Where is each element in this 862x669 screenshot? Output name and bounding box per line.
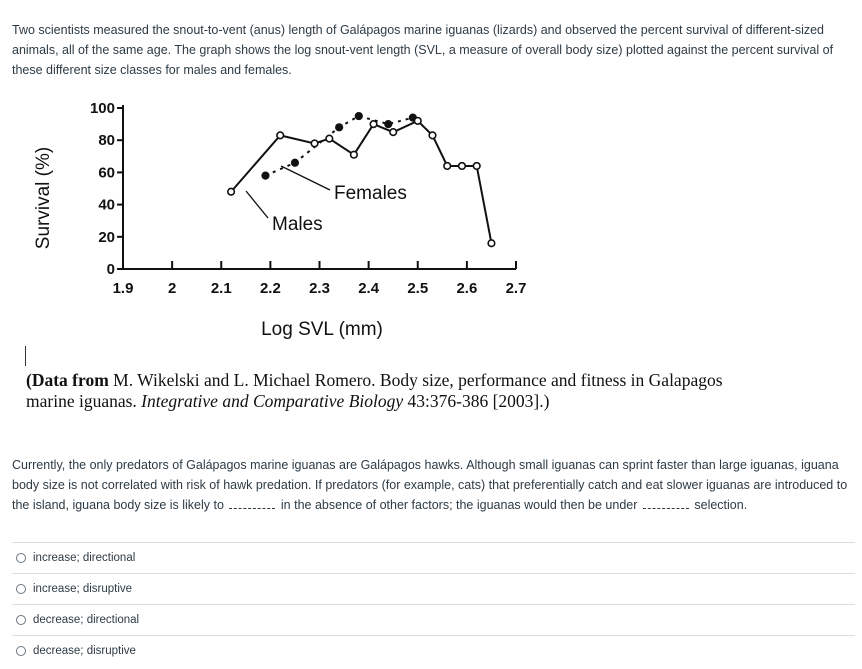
y-tick-label: 0: [106, 261, 115, 278]
x-tick-label: 2.1: [210, 280, 232, 297]
x-tick-label: 1.9: [112, 280, 134, 297]
x-tick-label: 2.4: [358, 280, 380, 297]
males-data-point: [385, 121, 392, 128]
males-data-point: [262, 172, 269, 179]
citation-authors: M. Wikelski and L. Michael Romero. Body size, performance and fitness in Galapagos marine iguanas.: [26, 370, 723, 411]
y-tick-label: 20: [98, 228, 115, 246]
females-data-point: [473, 163, 480, 170]
females-data-point: [311, 140, 318, 147]
question-part-1: Currently, the only predators of Galápagos marine iguanas are Galápagos hawks. Although small iguanas can sprint faster than large iguanas, iguana body size is not correlated with risk of hawk predation. If predators (for example, cats) that preferentially catch and eat slower iguanas are introduced to the island, iguana body size is likely to: [12, 458, 848, 512]
citation-journal: Integrative and Comparative Biology: [141, 391, 404, 411]
option-label: decrease; directional: [33, 614, 140, 626]
text-cursor: [25, 346, 26, 366]
males-data-point: [356, 113, 363, 120]
radio-icon[interactable]: [16, 553, 26, 563]
females-data-point: [390, 129, 397, 136]
question-part-3: selection.: [694, 498, 748, 512]
citation-details: 43:376-386 [2003].): [403, 391, 550, 411]
radio-icon[interactable]: [16, 584, 26, 594]
females-annotation-pointer: [246, 191, 268, 218]
y-axis-label: Survival (%): [33, 146, 54, 250]
females-data-point: [277, 132, 284, 139]
answer-blank-2: [643, 496, 689, 509]
y-tick-label: 40: [98, 196, 115, 214]
females-data-point: [488, 240, 495, 247]
option-increase-disruptive[interactable]: [12, 573, 855, 604]
y-tick-label: 100: [89, 100, 115, 117]
x-tick-label: 2.7: [505, 280, 527, 297]
legend-males-label: Males: [272, 214, 323, 235]
option-decrease-directional[interactable]: [12, 604, 855, 635]
answer-blank-1: [229, 496, 275, 509]
legend-females-label: Females: [334, 183, 407, 204]
question-text: [12, 455, 852, 515]
option-label: increase; disruptive: [33, 583, 133, 595]
option-label: decrease; disruptive: [33, 645, 136, 657]
females-data-point: [429, 132, 436, 139]
x-axis-label: Log SVL (mm): [261, 319, 383, 340]
data-citation: [26, 370, 726, 412]
x-tick-label: 2: [167, 280, 177, 297]
radio-icon[interactable]: [16, 615, 26, 625]
answer-options: [12, 542, 855, 666]
females-data-point: [444, 163, 451, 170]
x-tick-label: 2.6: [456, 280, 478, 297]
x-tick-label: 2.2: [259, 280, 281, 297]
males-data-point: [336, 124, 343, 131]
x-tick-label: 2.5: [407, 280, 429, 297]
females-data-point: [414, 118, 421, 125]
females-data-point: [228, 188, 235, 195]
males-data-point: [292, 159, 299, 166]
question-part-2: in the absence of other factors; the iguanas would then be under: [280, 498, 638, 512]
radio-icon[interactable]: [16, 646, 26, 656]
females-data-point: [459, 163, 466, 170]
males-annotation-pointer: [281, 166, 330, 190]
females-data-point: [351, 151, 358, 158]
females-data-point: [370, 121, 377, 128]
option-label: increase; directional: [33, 552, 136, 564]
y-tick-label: 60: [98, 164, 115, 182]
y-tick-label: 80: [98, 132, 115, 150]
question-intro: Two scientists measured the snout-to-vent (anus) length of Galápagos marine iguanas (lizards) and observed the percent survival of different-sized animals, all of the same age. The graph shows the log snout-vent length (SVL, a measure of overall body size) plotted against the percent survival of these different size classes for males and females.: [12, 23, 834, 77]
x-tick-label: 2.3: [309, 280, 330, 297]
citation-from-label: (Data from: [26, 370, 109, 390]
survival-chart: [0, 95, 560, 345]
females-data-point: [326, 135, 333, 142]
option-decrease-disruptive[interactable]: [12, 635, 855, 666]
option-increase-directional[interactable]: [12, 542, 855, 573]
